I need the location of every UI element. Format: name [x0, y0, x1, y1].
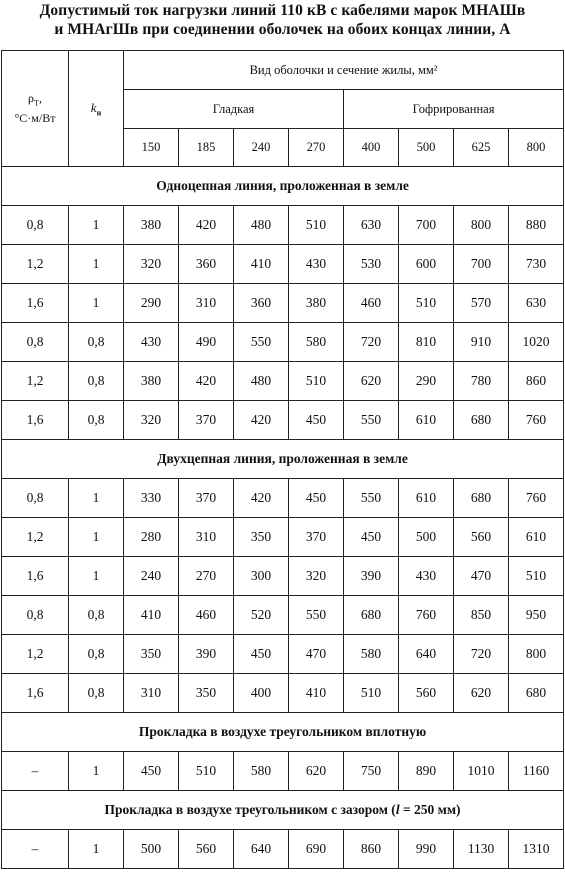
- current-cell: 480: [234, 206, 289, 245]
- current-cell: 420: [234, 479, 289, 518]
- current-cell: 1160: [509, 752, 564, 791]
- current-cell: 430: [399, 557, 454, 596]
- current-cell: 300: [234, 557, 289, 596]
- current-cell: 680: [509, 674, 564, 713]
- current-cell: 310: [179, 284, 234, 323]
- current-cell: 610: [399, 401, 454, 440]
- current-cell: 370: [179, 479, 234, 518]
- table-row: [2, 518, 564, 557]
- current-cell: 880: [509, 206, 564, 245]
- current-cell: 330: [124, 479, 179, 518]
- current-cell: 720: [344, 323, 399, 362]
- table-row: [2, 401, 564, 440]
- current-cell: 850: [454, 596, 509, 635]
- current-cell: 430: [289, 245, 344, 284]
- current-cell: 750: [344, 752, 399, 791]
- current-cell: 410: [234, 245, 289, 284]
- current-cell: 350: [234, 518, 289, 557]
- current-cell: 700: [454, 245, 509, 284]
- current-cell: 420: [179, 206, 234, 245]
- current-cell: 560: [399, 674, 454, 713]
- current-cell: 680: [454, 479, 509, 518]
- section-header: 270: [289, 129, 344, 167]
- rho-subscript: T: [34, 98, 39, 108]
- rho-symbol: ρ: [28, 91, 35, 106]
- rho-cell: 1,2: [2, 518, 69, 557]
- rho-cell: 1,6: [2, 284, 69, 323]
- k-cell: 1: [69, 245, 124, 284]
- current-cell: 500: [124, 830, 179, 869]
- k-cell: 1: [69, 206, 124, 245]
- current-cell: 510: [509, 557, 564, 596]
- current-cell: 350: [179, 674, 234, 713]
- section-title: Двухцепная линия, проложенная в земле: [2, 440, 564, 479]
- table-row: [2, 830, 564, 869]
- k-cell: 1: [69, 518, 124, 557]
- table-row: [2, 323, 564, 362]
- current-cell: 600: [399, 245, 454, 284]
- current-cell: 490: [179, 323, 234, 362]
- current-cell: 800: [454, 206, 509, 245]
- current-cell: 460: [344, 284, 399, 323]
- current-cell: 560: [179, 830, 234, 869]
- current-cell: 620: [344, 362, 399, 401]
- current-cell: 620: [454, 674, 509, 713]
- section-title-row: [2, 440, 564, 479]
- current-cell: 350: [124, 635, 179, 674]
- current-cell: 240: [124, 557, 179, 596]
- current-cell: 640: [399, 635, 454, 674]
- current-cell: 760: [399, 596, 454, 635]
- current-cell: 580: [289, 323, 344, 362]
- table-row: [2, 635, 564, 674]
- section-title: Одноцепная линия, проложенная в земле: [2, 167, 564, 206]
- table-body: [2, 51, 564, 869]
- current-cell: 1010: [454, 752, 509, 791]
- section-header: 150: [124, 129, 179, 167]
- current-cell: 580: [344, 635, 399, 674]
- current-cell: 360: [234, 284, 289, 323]
- current-cell: 730: [509, 245, 564, 284]
- current-cell: 470: [289, 635, 344, 674]
- rho-cell: 1,2: [2, 362, 69, 401]
- k-subscript: н: [96, 108, 102, 118]
- current-cell: 480: [234, 362, 289, 401]
- section-title-row: [2, 167, 564, 206]
- current-cell: 420: [179, 362, 234, 401]
- section-header: 500: [399, 129, 454, 167]
- current-cell: 320: [289, 557, 344, 596]
- current-cell: 510: [399, 284, 454, 323]
- current-cell: 800: [509, 635, 564, 674]
- current-cell: 500: [399, 518, 454, 557]
- table-row: [2, 674, 564, 713]
- current-cell: 550: [234, 323, 289, 362]
- rho-cell: 0,8: [2, 596, 69, 635]
- corrugated-sheath-header: Гофрированная: [344, 90, 564, 129]
- rho-cell: 1,2: [2, 245, 69, 284]
- k-symbol: k: [90, 99, 97, 115]
- section-title-row: [2, 791, 564, 830]
- current-cell: 270: [179, 557, 234, 596]
- current-cell: 470: [454, 557, 509, 596]
- current-cell: 430: [124, 323, 179, 362]
- current-cell: 310: [124, 674, 179, 713]
- table-row: [2, 245, 564, 284]
- current-cell: 370: [179, 401, 234, 440]
- current-cell: 780: [454, 362, 509, 401]
- table-row: [2, 362, 564, 401]
- table-row: [2, 206, 564, 245]
- current-cell: 280: [124, 518, 179, 557]
- current-cell: 410: [124, 596, 179, 635]
- section-header: 400: [344, 129, 399, 167]
- current-cell: 700: [399, 206, 454, 245]
- current-cell: 380: [124, 362, 179, 401]
- rho-cell: 1,6: [2, 557, 69, 596]
- current-cell: 450: [234, 635, 289, 674]
- current-cell: 390: [344, 557, 399, 596]
- current-cell: 550: [344, 401, 399, 440]
- section-header: 800: [509, 129, 564, 167]
- current-cell: 1310: [509, 830, 564, 869]
- rho-cell: 1,6: [2, 401, 69, 440]
- rho-cell: 1,2: [2, 635, 69, 674]
- table-row: [2, 557, 564, 596]
- current-cell: 990: [399, 830, 454, 869]
- k-cell: 0,8: [69, 635, 124, 674]
- current-cell: 570: [454, 284, 509, 323]
- current-cell: 890: [399, 752, 454, 791]
- current-cell: 610: [509, 518, 564, 557]
- sheath-group-header: Вид оболочки и сечение жилы, мм²: [124, 51, 564, 90]
- current-cell: 380: [124, 206, 179, 245]
- table-row: [2, 479, 564, 518]
- current-cell: 290: [399, 362, 454, 401]
- rho-cell: –: [2, 752, 69, 791]
- current-cell: 450: [124, 752, 179, 791]
- current-cell: 450: [289, 479, 344, 518]
- current-cell: 860: [509, 362, 564, 401]
- current-cell: 450: [289, 401, 344, 440]
- k-cell: 0,8: [69, 674, 124, 713]
- current-cell: 320: [124, 401, 179, 440]
- section-header: 185: [179, 129, 234, 167]
- current-cell: 390: [179, 635, 234, 674]
- current-cell: 860: [344, 830, 399, 869]
- title-line-2: и МНАгШв при соединении оболочек на обоих концах линии, А: [54, 21, 511, 38]
- current-cell: 530: [344, 245, 399, 284]
- current-cell: 510: [179, 752, 234, 791]
- current-cell: 380: [289, 284, 344, 323]
- current-cell: 630: [509, 284, 564, 323]
- title-line-1: Допустимый ток нагрузки линий 110 кВ с кабелями марок МНАШв: [39, 2, 526, 19]
- section-header: 240: [234, 129, 289, 167]
- k-cell: 1: [69, 284, 124, 323]
- current-cell: 510: [289, 362, 344, 401]
- k-cell: 0,8: [69, 596, 124, 635]
- current-cell: 950: [509, 596, 564, 635]
- rho-header-cell: $\rho_T$, °С·м/Вт: [2, 51, 69, 167]
- rho-unit: °С·м/Вт: [14, 110, 56, 125]
- current-load-table: [1, 50, 564, 869]
- current-cell: 610: [399, 479, 454, 518]
- current-cell: 510: [344, 674, 399, 713]
- current-cell: 680: [454, 401, 509, 440]
- table-row: [2, 752, 564, 791]
- current-cell: 410: [289, 674, 344, 713]
- section-title-row: [2, 713, 564, 752]
- k-header-cell: [69, 51, 124, 167]
- current-cell: 690: [289, 830, 344, 869]
- current-cell: 550: [344, 479, 399, 518]
- table-row: [2, 284, 564, 323]
- rho-cell: 0,8: [2, 323, 69, 362]
- current-cell: 760: [509, 401, 564, 440]
- k-cell: 1: [69, 479, 124, 518]
- current-cell: 520: [234, 596, 289, 635]
- section-header: 625: [454, 129, 509, 167]
- smooth-sheath-header: Гладкая: [124, 90, 344, 129]
- current-cell: 560: [454, 518, 509, 557]
- current-cell: 760: [509, 479, 564, 518]
- current-cell: 640: [234, 830, 289, 869]
- section-title: Прокладка в воздухе треугольником вплотную: [2, 713, 564, 752]
- k-cell: 0,8: [69, 401, 124, 440]
- current-cell: 320: [124, 245, 179, 284]
- table-title: [0, 0, 565, 41]
- rho-cell: 1,6: [2, 674, 69, 713]
- current-cell: 1130: [454, 830, 509, 869]
- current-cell: 450: [344, 518, 399, 557]
- header-row-group: [2, 51, 564, 90]
- section-title: Прокладка в воздухе треугольником с зазором (l = 250 мм): [2, 791, 564, 830]
- current-cell: 400: [234, 674, 289, 713]
- current-cell: 550: [289, 596, 344, 635]
- rho-cell: 0,8: [2, 206, 69, 245]
- current-cell: 720: [454, 635, 509, 674]
- current-cell: 580: [234, 752, 289, 791]
- current-cell: 460: [179, 596, 234, 635]
- current-cell: 1020: [509, 323, 564, 362]
- current-cell: 290: [124, 284, 179, 323]
- current-cell: 510: [289, 206, 344, 245]
- current-cell: 360: [179, 245, 234, 284]
- k-cell: 0,8: [69, 362, 124, 401]
- current-cell: 680: [344, 596, 399, 635]
- k-cell: 1: [69, 752, 124, 791]
- current-cell: 370: [289, 518, 344, 557]
- k-cell: 1: [69, 557, 124, 596]
- current-cell: 630: [344, 206, 399, 245]
- current-cell: 420: [234, 401, 289, 440]
- rho-cell: 0,8: [2, 479, 69, 518]
- current-cell: 620: [289, 752, 344, 791]
- k-cell: 1: [69, 830, 124, 869]
- rho-cell: –: [2, 830, 69, 869]
- current-cell: 310: [179, 518, 234, 557]
- current-cell: 810: [399, 323, 454, 362]
- k-cell: 0,8: [69, 323, 124, 362]
- current-cell: 910: [454, 323, 509, 362]
- table-row: [2, 596, 564, 635]
